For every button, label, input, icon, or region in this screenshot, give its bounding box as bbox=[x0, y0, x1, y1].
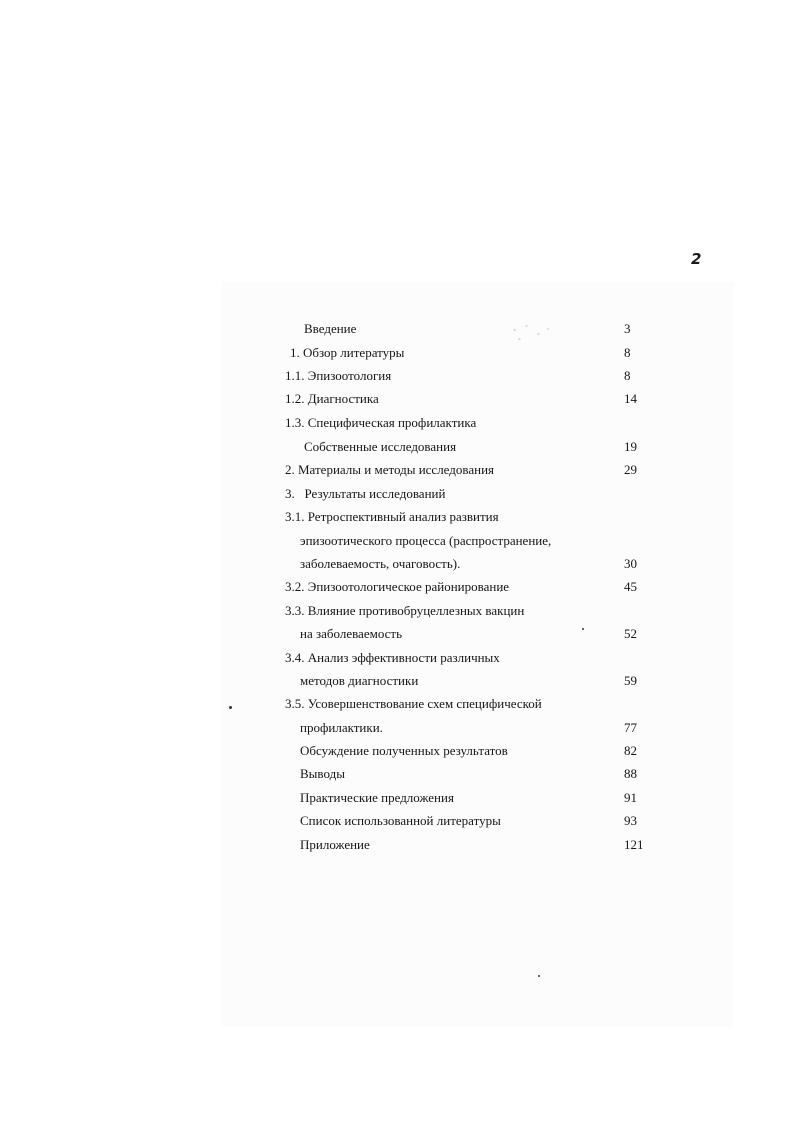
toc-entry-page: 45 bbox=[624, 579, 637, 594]
toc-entry-page: 8 bbox=[624, 368, 631, 383]
toc-entry-title: 3.4. Анализ эффективности различных bbox=[285, 650, 500, 665]
toc-entry-page: 14 bbox=[624, 391, 637, 406]
toc-entry-title: 1.3. Специфическая профилактика bbox=[285, 415, 477, 430]
toc-entry-page: 91 bbox=[624, 790, 637, 805]
toc-entry-retrospective-analysis bbox=[0, 509, 795, 531]
toc-entry-page: 3 bbox=[624, 321, 631, 336]
toc-entry-title: на заболеваемость bbox=[300, 626, 403, 641]
toc-entry-diagnostics-efficiency bbox=[0, 650, 795, 672]
toc-entry-title: Приложение bbox=[300, 837, 370, 852]
toc-entry-page: 93 bbox=[624, 813, 637, 828]
toc-entry-title: профилактики. bbox=[300, 720, 383, 735]
toc-entry-title: Обсуждение полученных результатов bbox=[300, 743, 508, 758]
toc-entry-page: 19 bbox=[624, 439, 637, 454]
toc-entry-page: 29 bbox=[624, 462, 637, 477]
toc-entry-vaccine-influence bbox=[0, 603, 795, 625]
scan-speck bbox=[538, 975, 540, 977]
toc-entry-page: 88 bbox=[624, 766, 637, 781]
toc-entry-title: Собственные исследования bbox=[304, 439, 457, 454]
toc-entry-results bbox=[0, 486, 795, 508]
toc-entry-practical-proposals bbox=[0, 790, 795, 812]
toc-entry-page: 59 bbox=[624, 673, 637, 688]
toc-entry-title: 2. Материалы и методы исследования bbox=[285, 462, 495, 477]
toc-entry-page: 30 bbox=[624, 556, 637, 571]
toc-entry-page: 82 bbox=[624, 743, 637, 758]
toc-entry-page: 121 bbox=[624, 837, 644, 852]
toc-entry-title: 3. Результаты исследований bbox=[285, 486, 446, 501]
toc-entry-title: методов диагностики bbox=[300, 673, 419, 688]
toc-entry-title: заболеваемость, очаговость). bbox=[300, 556, 461, 571]
toc-entry-title: Введение bbox=[304, 321, 357, 336]
toc-entry-page: 8 bbox=[624, 345, 631, 360]
toc-entry-literature-review bbox=[0, 345, 795, 367]
page-number: 2 bbox=[691, 250, 702, 268]
toc-entry-diagnostics-efficiency-cont bbox=[0, 673, 795, 695]
toc-entry-prophylaxis-schemes-cont bbox=[0, 720, 795, 742]
toc-entry-prophylaxis-schemes bbox=[0, 696, 795, 718]
toc-entry-appendix bbox=[0, 837, 795, 859]
toc-entry-conclusions bbox=[0, 766, 795, 788]
toc-entry-title: 1.1. Эпизоотология bbox=[285, 368, 392, 383]
toc-entry-zoning bbox=[0, 579, 795, 601]
toc-entry-introduction bbox=[0, 321, 795, 343]
toc-entry-title: 3.3. Влияние противобруцеллезных вакцин bbox=[285, 603, 525, 618]
toc-entry-title: 3.1. Ретроспективный анализ развития bbox=[285, 509, 499, 524]
toc-entry-retrospective-analysis-cont bbox=[0, 533, 795, 555]
toc-entry-specific-prophylaxis bbox=[0, 415, 795, 437]
toc-entry-title: 3.5. Усовершенствование схем специфической bbox=[285, 696, 542, 711]
toc-entry-references bbox=[0, 813, 795, 835]
toc-entry-title: Практические предложения bbox=[300, 790, 454, 805]
toc-entry-title: Выводы bbox=[300, 766, 345, 781]
toc-entry-epizootology bbox=[0, 368, 795, 390]
toc-entry-retrospective-analysis-end bbox=[0, 556, 795, 578]
toc-entry-title: 1. Обзор литературы bbox=[290, 345, 405, 360]
toc-entry-title: 1.2. Диагностика bbox=[285, 391, 379, 406]
toc-entry-page: 77 bbox=[624, 720, 637, 735]
toc-entry-diagnostics bbox=[0, 391, 795, 413]
toc-entry-page: 52 bbox=[624, 626, 637, 641]
toc-entry-title: 3.2. Эпизоотологическое районирование bbox=[285, 579, 510, 594]
toc-entry-materials-methods bbox=[0, 462, 795, 484]
toc-entry-title: Список использованной литературы bbox=[300, 813, 501, 828]
toc-entry-title: эпизоотического процесса (распространение, bbox=[300, 533, 552, 548]
toc-entry-vaccine-influence-cont bbox=[0, 626, 795, 648]
toc-entry-discussion bbox=[0, 743, 795, 765]
toc-entry-own-research bbox=[0, 439, 795, 461]
